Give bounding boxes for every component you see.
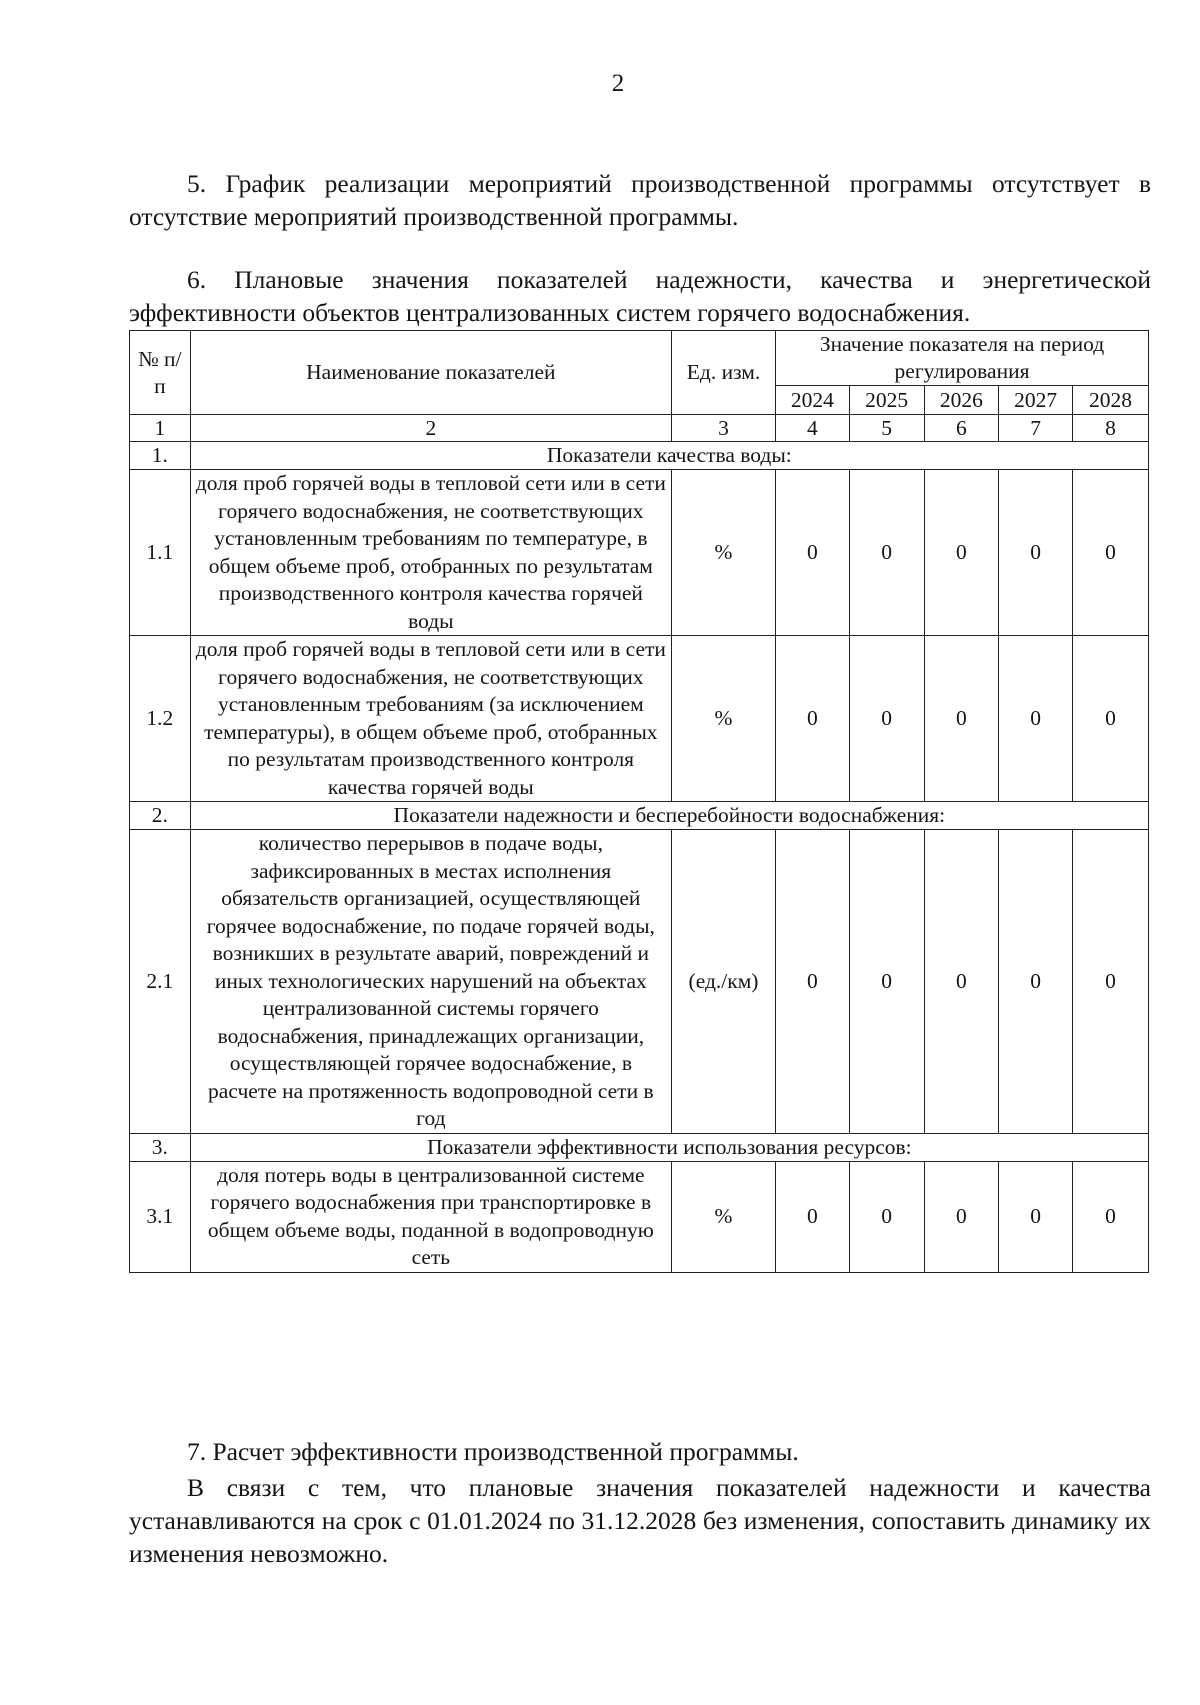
table-row xyxy=(130,470,1149,636)
indicator-name: количество перерывов в подаче воды, зафиксированных в местах исполнения обязательств организацией, осуществляющей горячее водоснабжение, по подаче горячей воды, возникших в результате аварий, повреждений и иных технологических нарушений на объектах централизованной системы горячего водоснабжения, принадлежащих организации, осуществляющей горячее водоснабжение, в расчете на протяженность водопроводной сети в год xyxy=(190,830,671,1134)
indicator-value: 0 xyxy=(849,1161,924,1272)
row-number: 2.1 xyxy=(130,830,191,1134)
column-index: 7 xyxy=(999,415,1073,442)
section-number: 3. xyxy=(130,1133,191,1161)
indicator-value: 0 xyxy=(776,830,850,1134)
header-year: 2028 xyxy=(1073,386,1149,415)
indicators-table xyxy=(129,330,1149,1273)
indicator-name: доля проб горячей воды в тепловой сети или в сети горячего водоснабжения, не соответствующих установленным требованиям (за исключением температуры), в общем объеме проб, отобранных по результатам производственного контроля качества горячей воды xyxy=(190,636,671,802)
indicator-value: 0 xyxy=(849,636,924,802)
table-row xyxy=(130,636,1149,802)
indicator-value: 0 xyxy=(849,830,924,1134)
indicator-name: доля потерь воды в централизованной системе горячего водоснабжения при транспортировке в общем объеме воды, поданной в водопроводную сеть xyxy=(190,1161,671,1272)
section-title: Показатели надежности и бесперебойности водоснабжения: xyxy=(190,802,1148,830)
indicator-value: 0 xyxy=(999,470,1073,636)
table-section-row xyxy=(130,802,1149,830)
indicator-value: 0 xyxy=(924,636,999,802)
indicator-value: 0 xyxy=(776,636,850,802)
table-section-row xyxy=(130,1133,1149,1161)
row-number: 1.1 xyxy=(130,470,191,636)
indicator-unit: % xyxy=(671,470,775,636)
indicator-value: 0 xyxy=(849,470,924,636)
table-row xyxy=(130,830,1149,1134)
column-index: 3 xyxy=(671,415,775,442)
section-number: 1. xyxy=(130,442,191,470)
row-number: 3.1 xyxy=(130,1161,191,1272)
header-value-period: Значение показателя на период регулирования xyxy=(776,331,1149,386)
table-section-row xyxy=(130,442,1149,470)
table-header-row xyxy=(130,331,1149,386)
indicator-value: 0 xyxy=(924,470,999,636)
paragraph-section-7-body: В связи с тем, что плановые значения показателей надежности и качества устанавливаются на срок с 01.01.2024 по 31.12.2028 без изменения, сопоставить динамику их изменения невозможно. xyxy=(129,1473,1151,1568)
indicator-value: 0 xyxy=(776,1161,850,1272)
section-title: Показатели качества воды: xyxy=(190,442,1148,470)
header-year: 2024 xyxy=(776,386,850,415)
indicator-value: 0 xyxy=(999,636,1073,802)
header-year: 2026 xyxy=(924,386,999,415)
indicator-value: 0 xyxy=(999,830,1073,1134)
column-index: 1 xyxy=(130,415,191,442)
header-year: 2027 xyxy=(999,386,1073,415)
indicator-name: доля проб горячей воды в тепловой сети или в сети горячего водоснабжения, не соответствующих установленным требованиям по температуре, в общем объеме проб, отобранных по результатам производственного контроля качества горячей воды xyxy=(190,470,671,636)
column-index: 8 xyxy=(1073,415,1149,442)
section-number: 2. xyxy=(130,802,191,830)
indicator-value: 0 xyxy=(924,1161,999,1272)
header-unit: Ед. изм. xyxy=(671,331,775,415)
header-indicator-name: Наименование показателей xyxy=(190,331,671,415)
column-index: 2 xyxy=(190,415,671,442)
indicator-value: 0 xyxy=(999,1161,1073,1272)
indicator-value: 0 xyxy=(776,470,850,636)
header-year: 2025 xyxy=(849,386,924,415)
table-row xyxy=(130,1161,1149,1272)
column-index: 5 xyxy=(849,415,924,442)
row-number: 1.2 xyxy=(130,636,191,802)
paragraph-section-5: 5. График реализации мероприятий производственной программы отсутствует в отсутствие мероприятий производственной программы. xyxy=(129,169,1151,231)
table-column-index-row xyxy=(130,415,1149,442)
indicator-value: 0 xyxy=(924,830,999,1134)
column-index: 6 xyxy=(924,415,999,442)
indicator-unit: % xyxy=(671,1161,775,1272)
paragraph-section-7-heading: 7. Расчет эффективности производственной программы. xyxy=(187,1437,799,1466)
header-number: № п/п xyxy=(130,331,191,415)
indicator-unit: % xyxy=(671,636,775,802)
column-index: 4 xyxy=(776,415,850,442)
page-number: 2 xyxy=(611,70,625,97)
indicator-value: 0 xyxy=(1073,636,1149,802)
indicator-value: 0 xyxy=(1073,470,1149,636)
section-title: Показатели эффективности использования ресурсов: xyxy=(190,1133,1148,1161)
paragraph-section-6: 6. Плановые значения показателей надежности, качества и энергетической эффективности объектов централизованных систем горячего водоснабжения. xyxy=(129,265,1151,327)
indicator-unit: (ед./км) xyxy=(671,830,775,1134)
indicator-value: 0 xyxy=(1073,830,1149,1134)
indicator-value: 0 xyxy=(1073,1161,1149,1272)
